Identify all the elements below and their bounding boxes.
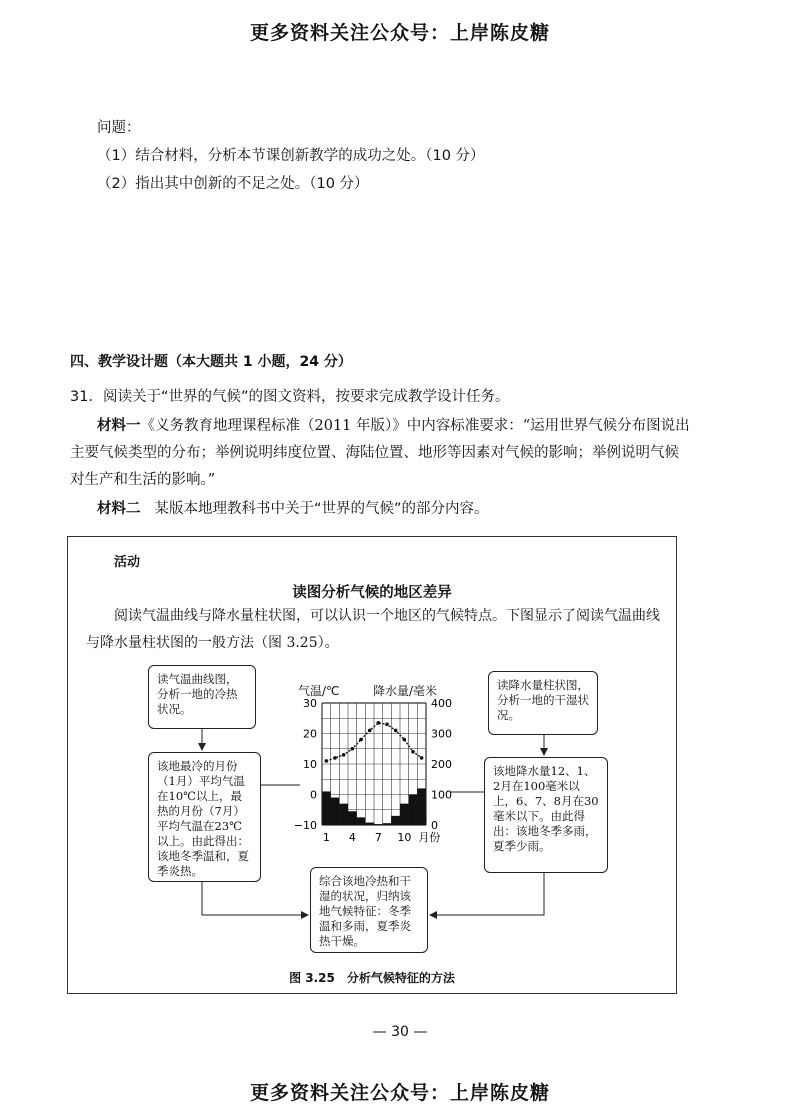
temperature-point xyxy=(420,756,424,760)
temperature-point xyxy=(333,756,337,760)
temperature-point xyxy=(394,729,398,733)
temperature-point xyxy=(368,729,372,733)
y2-tick-label: 100 xyxy=(431,788,452,802)
chart-ylabel: 气温/℃ xyxy=(298,684,340,698)
temperature-point xyxy=(342,753,346,757)
temperature-point xyxy=(403,738,407,742)
arrow-temp-to-summary xyxy=(202,882,308,915)
box-precip-detail: 该地降水量12、1、2月在100毫米以上，6、7、8月在30毫米以下。由此得出：该地冬季多雨，夏季少雨。 xyxy=(484,757,608,873)
material-2 xyxy=(97,496,489,523)
temperature-point xyxy=(385,723,389,727)
page-number: — 30 — xyxy=(372,1024,428,1040)
activity-intro: 阅读气温曲线与降水量柱状图，可以认识一个地区的气候特点。下图显示了阅读气温曲线与降水量柱状图的一般方法（图 3.25）。 xyxy=(86,608,660,651)
x-tick-label: 1 xyxy=(322,831,330,844)
questions-title: 问题： xyxy=(97,120,141,136)
material-1-label: 材料一 xyxy=(97,417,141,434)
x-tick-label: 10 xyxy=(397,831,412,844)
precip-bar xyxy=(331,798,340,825)
y-tick-label: 30 xyxy=(303,697,317,710)
activity-figure xyxy=(67,536,677,994)
question-1: （1）结合材料，分析本节课创新教学的成功之处。（10 分） xyxy=(97,148,485,164)
y2-tick-label: 300 xyxy=(431,727,452,741)
material-2-label: 材料二 xyxy=(97,501,141,517)
x-tick-label: 7 xyxy=(374,831,382,844)
temperature-point xyxy=(351,747,355,751)
question-2: （2）指出其中创新的不足之处。（10 分） xyxy=(97,176,369,192)
precip-bar xyxy=(374,824,383,825)
y2-tick-label: 0 xyxy=(431,819,438,832)
box-precip-read: 读降水量柱状图，分析一地的干湿状况。 xyxy=(488,671,598,735)
figure-caption: 图 3.25 分析气候特征的方法 xyxy=(289,971,455,985)
precip-bar xyxy=(409,795,418,826)
bottom-banner: 更多资料关注公众号：上岸陈皮糖 xyxy=(249,1082,550,1104)
precip-bar xyxy=(322,791,331,825)
question-31: 31．阅读关于“世界的气候”的图文资料，按要求完成教学设计任务。 xyxy=(70,389,510,405)
precip-bar xyxy=(383,823,392,825)
x-tick-label: 4 xyxy=(348,831,356,844)
temperature-point xyxy=(411,750,415,754)
arrow-precip-to-summary xyxy=(430,873,544,915)
precip-bar xyxy=(400,804,409,825)
precip-bar xyxy=(348,811,357,825)
material-1-text: 《义务教育地理课程标准（2011 年版）》中内容标准要求：“运用世界气候分布图说出主要气候类型的分布；举例说明纬度位置、海陆位置、地形等因素对气候的影响；举例说明气候对生产和生活的影响。” xyxy=(70,418,690,488)
temperature-point xyxy=(359,738,363,742)
material-1 xyxy=(70,412,690,494)
precip-bar xyxy=(357,817,366,825)
chart-y2label: 降水量/毫米 xyxy=(373,684,438,698)
material-2-text: 某版本地理教科书中关于“世界的气候”的部分内容。 xyxy=(154,501,489,517)
temperature-point xyxy=(377,721,381,725)
box-temp-read: 读气温曲线图，分析一地的冷热状况。 xyxy=(148,665,256,729)
y2-tick-label: 400 xyxy=(431,697,452,710)
section-heading: 四、教学设计题（本大题共 1 小题，24 分） xyxy=(70,354,352,370)
temperature-point xyxy=(325,759,329,763)
precip-bar xyxy=(339,804,348,825)
activity-title: 读图分析气候的地区差异 xyxy=(292,585,452,601)
box-temp-detail: 该地最冷的月份（1月）平均气温在10℃以上，最热的月份（7月）平均气温在23℃以上。由此得出：该地冬季温和，夏季炎热。 xyxy=(148,752,261,882)
climate-chart xyxy=(288,695,468,855)
y2-tick-label: 200 xyxy=(431,758,452,771)
precip-bar xyxy=(417,788,426,825)
x-unit-label: 月份 xyxy=(418,831,441,844)
precip-bar xyxy=(391,816,400,825)
y-tick-label: 10 xyxy=(303,758,317,771)
precip-bar xyxy=(365,823,374,825)
box-summary: 综合该地冷热和干湿的状况，归纳该地气候特征：冬季温和多雨，夏季炎热干燥。 xyxy=(310,867,428,953)
top-banner: 更多资料关注公众号：上岸陈皮糖 xyxy=(249,22,550,44)
activity-label: 活动 xyxy=(114,555,141,570)
y-tick-label: −10 xyxy=(293,819,317,832)
y-tick-label: 0 xyxy=(310,788,317,802)
y-tick-label: 20 xyxy=(303,727,317,741)
